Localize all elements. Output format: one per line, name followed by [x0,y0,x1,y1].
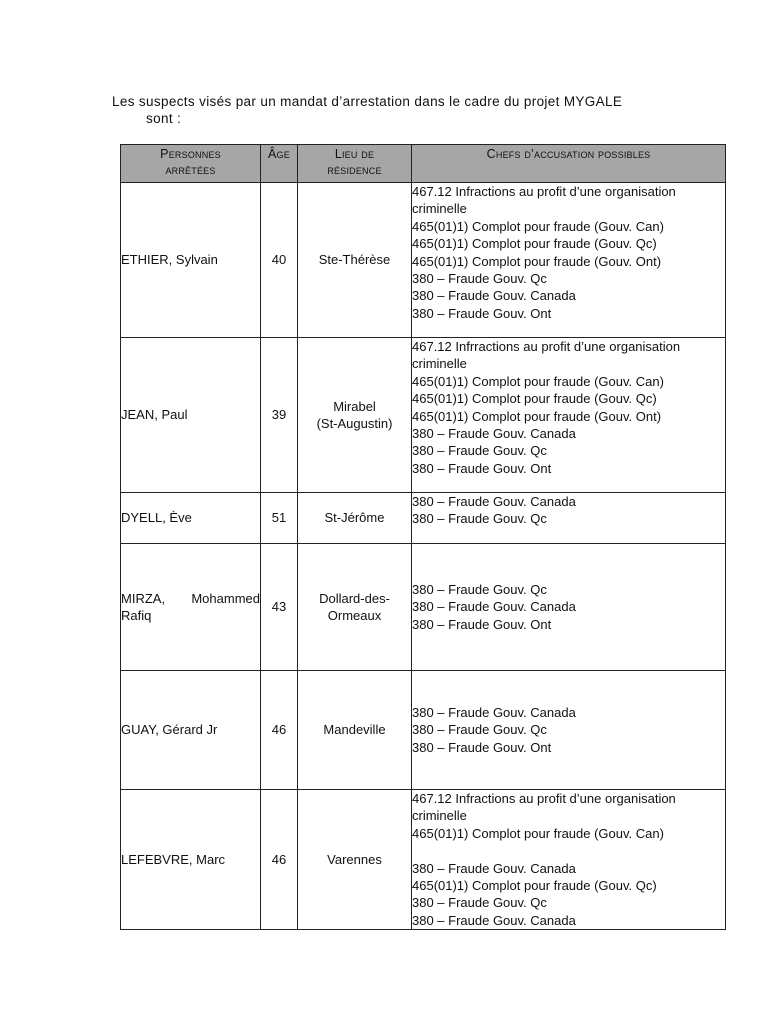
header-age [261,145,298,183]
table-row [121,544,726,671]
suspect-name: DYELL, Ève [121,493,261,544]
charges-list [412,671,726,790]
charge-item: 467.12 Infractions au profit d’une organisation [412,791,676,806]
charge-item: criminelle [412,808,467,824]
header-label: résidence [327,162,382,177]
header-label: Personnes [160,147,221,161]
suspect-residence [298,183,412,338]
suspect-name: GUAY, Gérard Jr [121,671,261,790]
charge-item: 467.12 Infractions au profit d’une organisation [412,184,676,199]
charge-item: 465(01)1) Complot pour fraude (Gouv. Qc) [412,878,657,894]
intro-paragraph [112,93,712,127]
table-header-row [121,145,726,183]
header-personnes-arretees [121,145,261,183]
suspect-residence [298,544,412,671]
charge-item: 380 – Fraude Gouv. Canada [412,704,576,720]
suspect-age: 40 [261,183,298,338]
charge-item: 380 – Fraude Gouv. Canada [412,599,576,615]
charge-item: 380 – Fraude Gouv. Ont [412,739,552,755]
charge-item: 465(01)1) Complot pour fraude (Gouv. Can) [412,373,664,389]
charge-item: criminelle [412,201,467,217]
charge-item: 380 – Fraude Gouv. Ont [412,305,552,321]
charge-item: 465(01)1) Complot pour fraude (Gouv. Qc) [412,236,657,252]
charge-item: 465(01)1) Complot pour fraude (Gouv. Ont) [412,408,662,424]
suspects-table [120,144,726,930]
charge-item: 467.12 Infrractions au profit d’une organisation [412,339,681,354]
table-row [121,493,726,544]
header-lieu-de-residence [298,145,412,183]
header-label: Âge [268,147,290,161]
residence-line: St-Jérôme [324,510,385,526]
intro-line-2: sont : [146,111,182,126]
suspect-name: LEFEBVRE, Marc [121,790,261,930]
suspect-residence [298,338,412,493]
residence-line: Mirabel [333,398,376,414]
charge-item: 380 – Fraude Gouv. Ont [412,460,552,476]
charge-item: 465(01)1) Complot pour fraude (Gouv. Qc) [412,391,657,407]
suspect-age: 51 [261,493,298,544]
charge-item: 380 – Fraude Gouv. Qc [412,722,547,738]
charge-item: 380 – Fraude Gouv. Qc [412,443,547,459]
suspect-name: JEAN, Paul [121,338,261,493]
residence-line: Dollard-des- [319,590,390,606]
charge-item: 380 – Fraude Gouv. Qc [412,271,547,287]
residence-line: Ormeaux [327,608,382,623]
intro-line-1: Les suspects visés par un mandat d’arrestation dans le cadre du projet MYGALE [112,94,623,109]
charge-item: criminelle [412,356,467,372]
charge-item: 380 – Fraude Gouv. Qc [412,895,547,911]
suspect-residence [298,493,412,544]
charge-item: 465(01)1) Complot pour fraude (Gouv. Can) [412,825,664,841]
suspect-name: ETHIER, Sylvain [121,183,261,338]
suspect-age: 46 [261,790,298,930]
residence-line: Varennes [327,851,382,867]
charge-item: 380 – Fraude Gouv. Qc [412,511,547,527]
charge-spacer [412,842,725,859]
residence-line: Mandeville [323,722,386,738]
charge-item: 380 – Fraude Gouv. Canada [412,426,576,442]
header-label: Chefs d’accusation possibles [486,147,651,161]
charge-item: 380 – Fraude Gouv. Canada [412,860,576,876]
charges-list [412,493,726,544]
charge-item: 380 – Fraude Gouv. Canada [412,288,576,304]
suspect-name: MIRZA, Mohammed Rafiq [121,544,261,671]
charge-item: 465(01)1) Complot pour fraude (Gouv. Ont) [412,253,662,269]
table-row [121,183,726,338]
suspect-residence [298,790,412,930]
residence-line: Ste-Thérèse [318,252,391,268]
charge-item: 380 – Fraude Gouv. Canada [412,912,576,928]
table-row [121,790,726,930]
charges-list [412,183,726,338]
charges-list [412,544,726,671]
charge-item: 465(01)1) Complot pour fraude (Gouv. Can) [412,218,664,234]
header-label: arrêtées [165,162,216,177]
header-chefs-accusation [412,145,726,183]
suspect-age: 46 [261,671,298,790]
charges-list [412,338,726,493]
table-row [121,338,726,493]
charge-item: 380 – Fraude Gouv. Ont [412,616,552,632]
charge-item: 380 – Fraude Gouv. Qc [412,581,547,597]
charge-item: 380 – Fraude Gouv. Canada [412,494,576,509]
suspect-residence [298,671,412,790]
charges-list [412,790,726,930]
header-label: Lieu de [334,147,375,161]
residence-line: (St-Augustin) [316,416,393,431]
suspect-age: 43 [261,544,298,671]
table-row [121,671,726,790]
suspect-age: 39 [261,338,298,493]
